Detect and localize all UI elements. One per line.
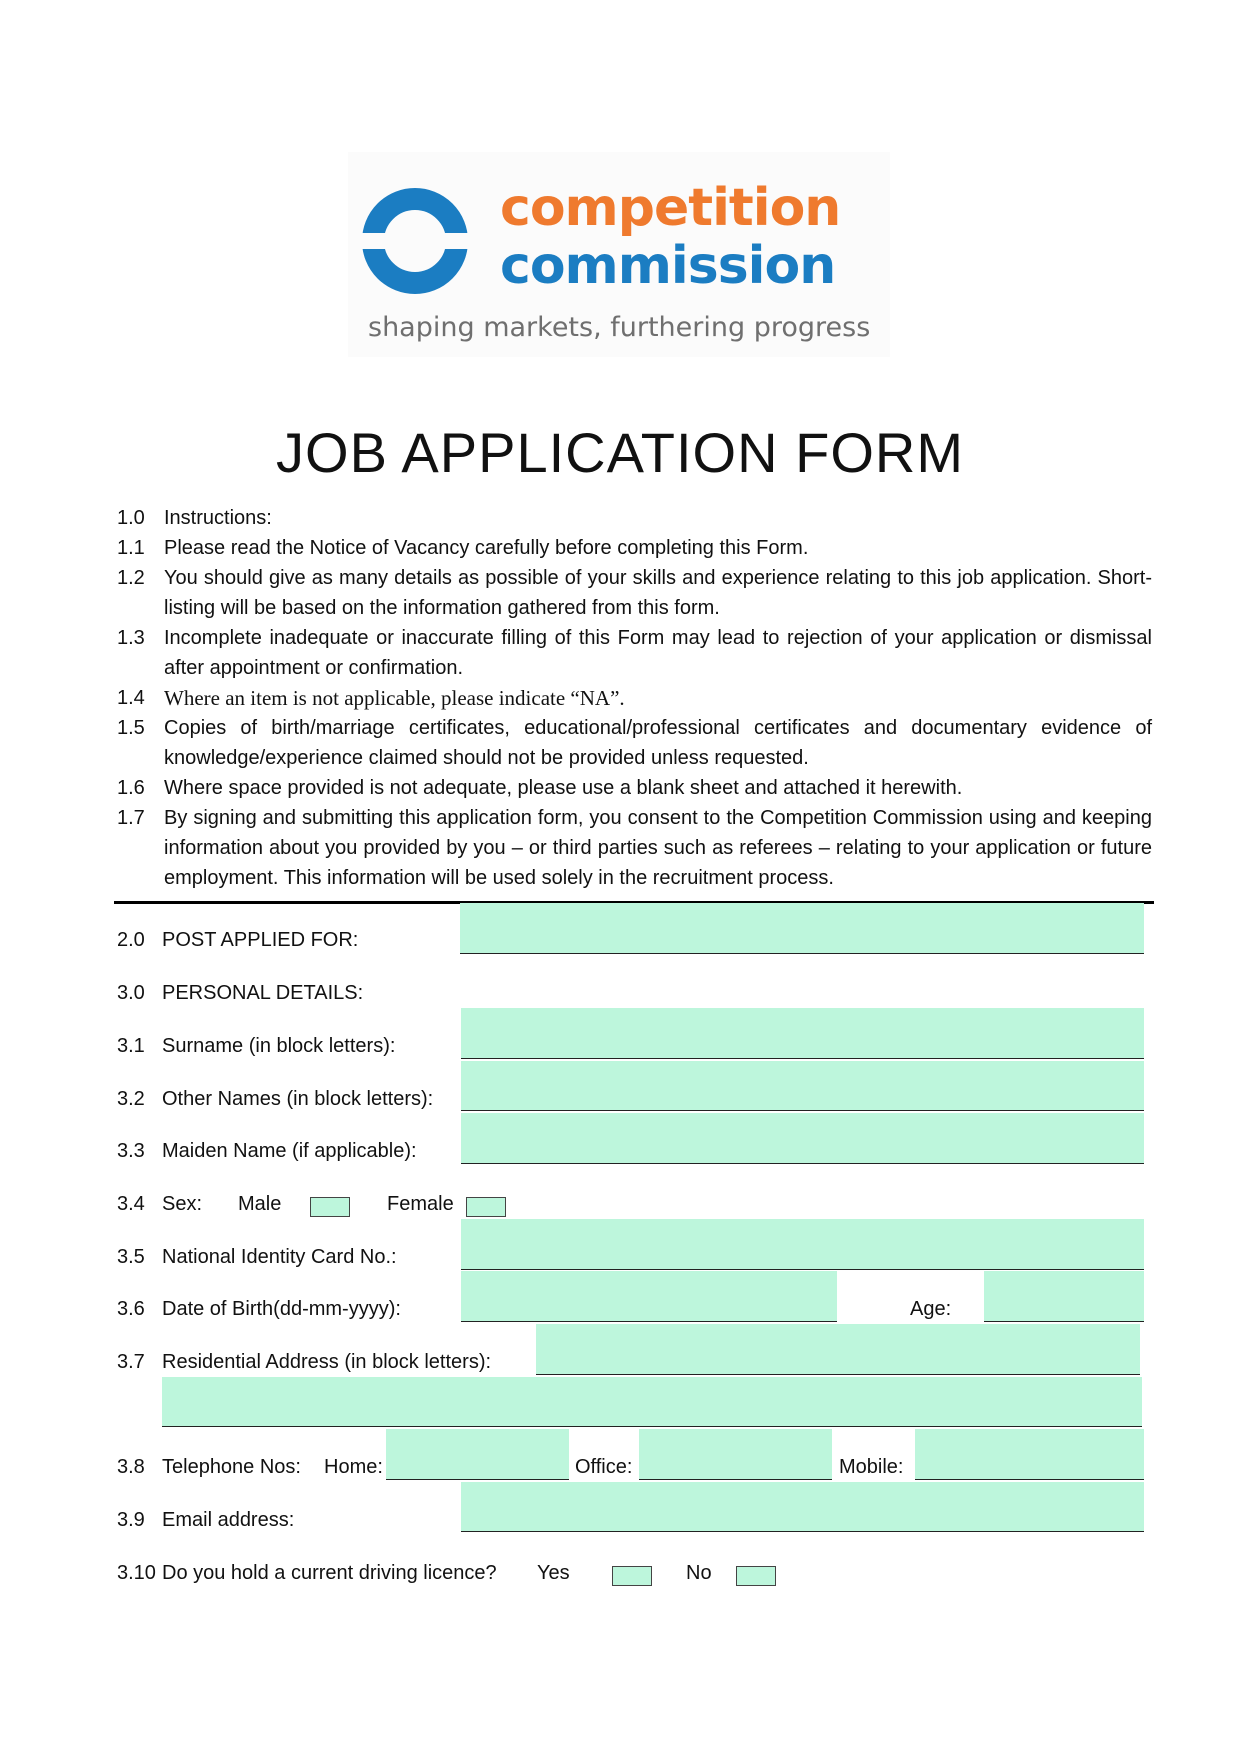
address-field-line-2[interactable] [162,1377,1142,1427]
driving-licence-label: Do you hold a current driving licence? [162,1562,497,1584]
sex-female-label: Female [387,1193,454,1215]
instruction-text: Where an item is not applicable, please indicate “NA”. [164,686,625,710]
maiden-name-field[interactable] [461,1113,1144,1164]
dob-field[interactable] [461,1271,837,1322]
instruction-number: 1.1 [117,537,145,559]
email-number: 3.9 [117,1509,145,1531]
instruction-number: 1.5 [117,717,145,739]
telephone-label: Telephone Nos: [162,1456,301,1478]
instruction-number: 1.0 [117,507,145,529]
logo-word-commission: commission [500,236,836,296]
driving-yes-label: Yes [537,1562,570,1584]
address-number: 3.7 [117,1351,145,1373]
email-label: Email address: [162,1509,295,1531]
page-title: JOB APPLICATION FORM [276,421,964,484]
surname-number: 3.1 [117,1035,145,1057]
surname-label: Surname (in block letters): [162,1035,396,1057]
sex-label: Sex: [162,1193,203,1215]
sex-male-checkbox[interactable] [310,1197,350,1217]
telephone-home-field[interactable] [386,1429,569,1480]
other-names-field[interactable] [461,1061,1144,1111]
driving-yes-checkbox[interactable] [612,1566,652,1586]
instruction-text: Incomplete inadequate or inaccurate filling of this Form may lead to rejection of your application or dismissal after appointment or confirmation. [164,627,1152,679]
instruction-text: Where space provided is not adequate, please use a blank sheet and attached it herewith. [164,777,963,799]
driving-licence-number: 3.10 [117,1562,156,1584]
instruction-number: 1.3 [117,627,145,649]
address-label: Residential Address (in block letters): [162,1351,492,1373]
instruction-text: Copies of birth/marriage certificates, educational/professional certificates and documentary evidence of knowledge/experience claimed should not be provided unless requested. [164,717,1152,769]
instruction-text: Instructions: [164,507,272,529]
telephone-office-label: Office: [575,1456,633,1478]
dob-label: Date of Birth(dd-mm-yyyy): [162,1298,401,1320]
national-id-field[interactable] [461,1219,1144,1270]
telephone-mobile-field[interactable] [915,1429,1144,1480]
logo-tagline: shaping markets, furthering progress [368,312,871,343]
instruction-number: 1.4 [117,687,145,709]
maiden-name-number: 3.3 [117,1140,145,1162]
instruction-text: Please read the Notice of Vacancy carefully before completing this Form. [164,537,809,559]
instruction-text: You should give as many details as possible of your skills and experience relating to this job application. Short-listing will be based on the information gathered from this form. [164,567,1152,619]
other-names-label: Other Names (in block letters): [162,1088,434,1110]
telephone-office-field[interactable] [639,1429,832,1480]
telephone-mobile-label: Mobile: [839,1456,904,1478]
personal-details-number: 3.0 [117,982,145,1004]
national-id-number: 3.5 [117,1246,145,1268]
other-names-number: 3.2 [117,1088,145,1110]
logo-ring-icon [360,186,470,296]
sex-female-checkbox[interactable] [466,1197,506,1217]
instruction-number: 1.7 [117,807,145,829]
personal-details-heading: PERSONAL DETAILS: [162,982,364,1004]
sex-number: 3.4 [117,1193,145,1215]
logo-word-competition: competition [500,178,841,238]
post-applied-field[interactable] [460,903,1144,954]
telephone-number: 3.8 [117,1456,145,1478]
post-number: 2.0 [117,929,145,951]
national-id-label: National Identity Card No.: [162,1246,397,1268]
email-field[interactable] [461,1482,1144,1532]
driving-no-label: No [686,1562,712,1584]
address-field-line-1[interactable] [536,1324,1140,1375]
post-label: POST APPLIED FOR: [162,929,359,951]
instruction-number: 1.2 [117,567,145,589]
driving-no-checkbox[interactable] [736,1566,776,1586]
sex-male-label: Male [238,1193,282,1215]
age-label: Age: [910,1298,952,1320]
surname-field[interactable] [461,1008,1144,1059]
telephone-home-label: Home: [324,1456,383,1478]
maiden-name-label: Maiden Name (if applicable): [162,1140,417,1162]
competition-commission-logo [348,152,890,357]
instruction-text: By signing and submitting this application form, you consent to the Competition Commission using and keeping information about you provided by you – or third parties such as referees – relating to your application or future employment. This information will be used solely in the recruitment process. [164,807,1152,889]
age-field[interactable] [984,1271,1144,1322]
instruction-number: 1.6 [117,777,145,799]
dob-number: 3.6 [117,1298,145,1320]
